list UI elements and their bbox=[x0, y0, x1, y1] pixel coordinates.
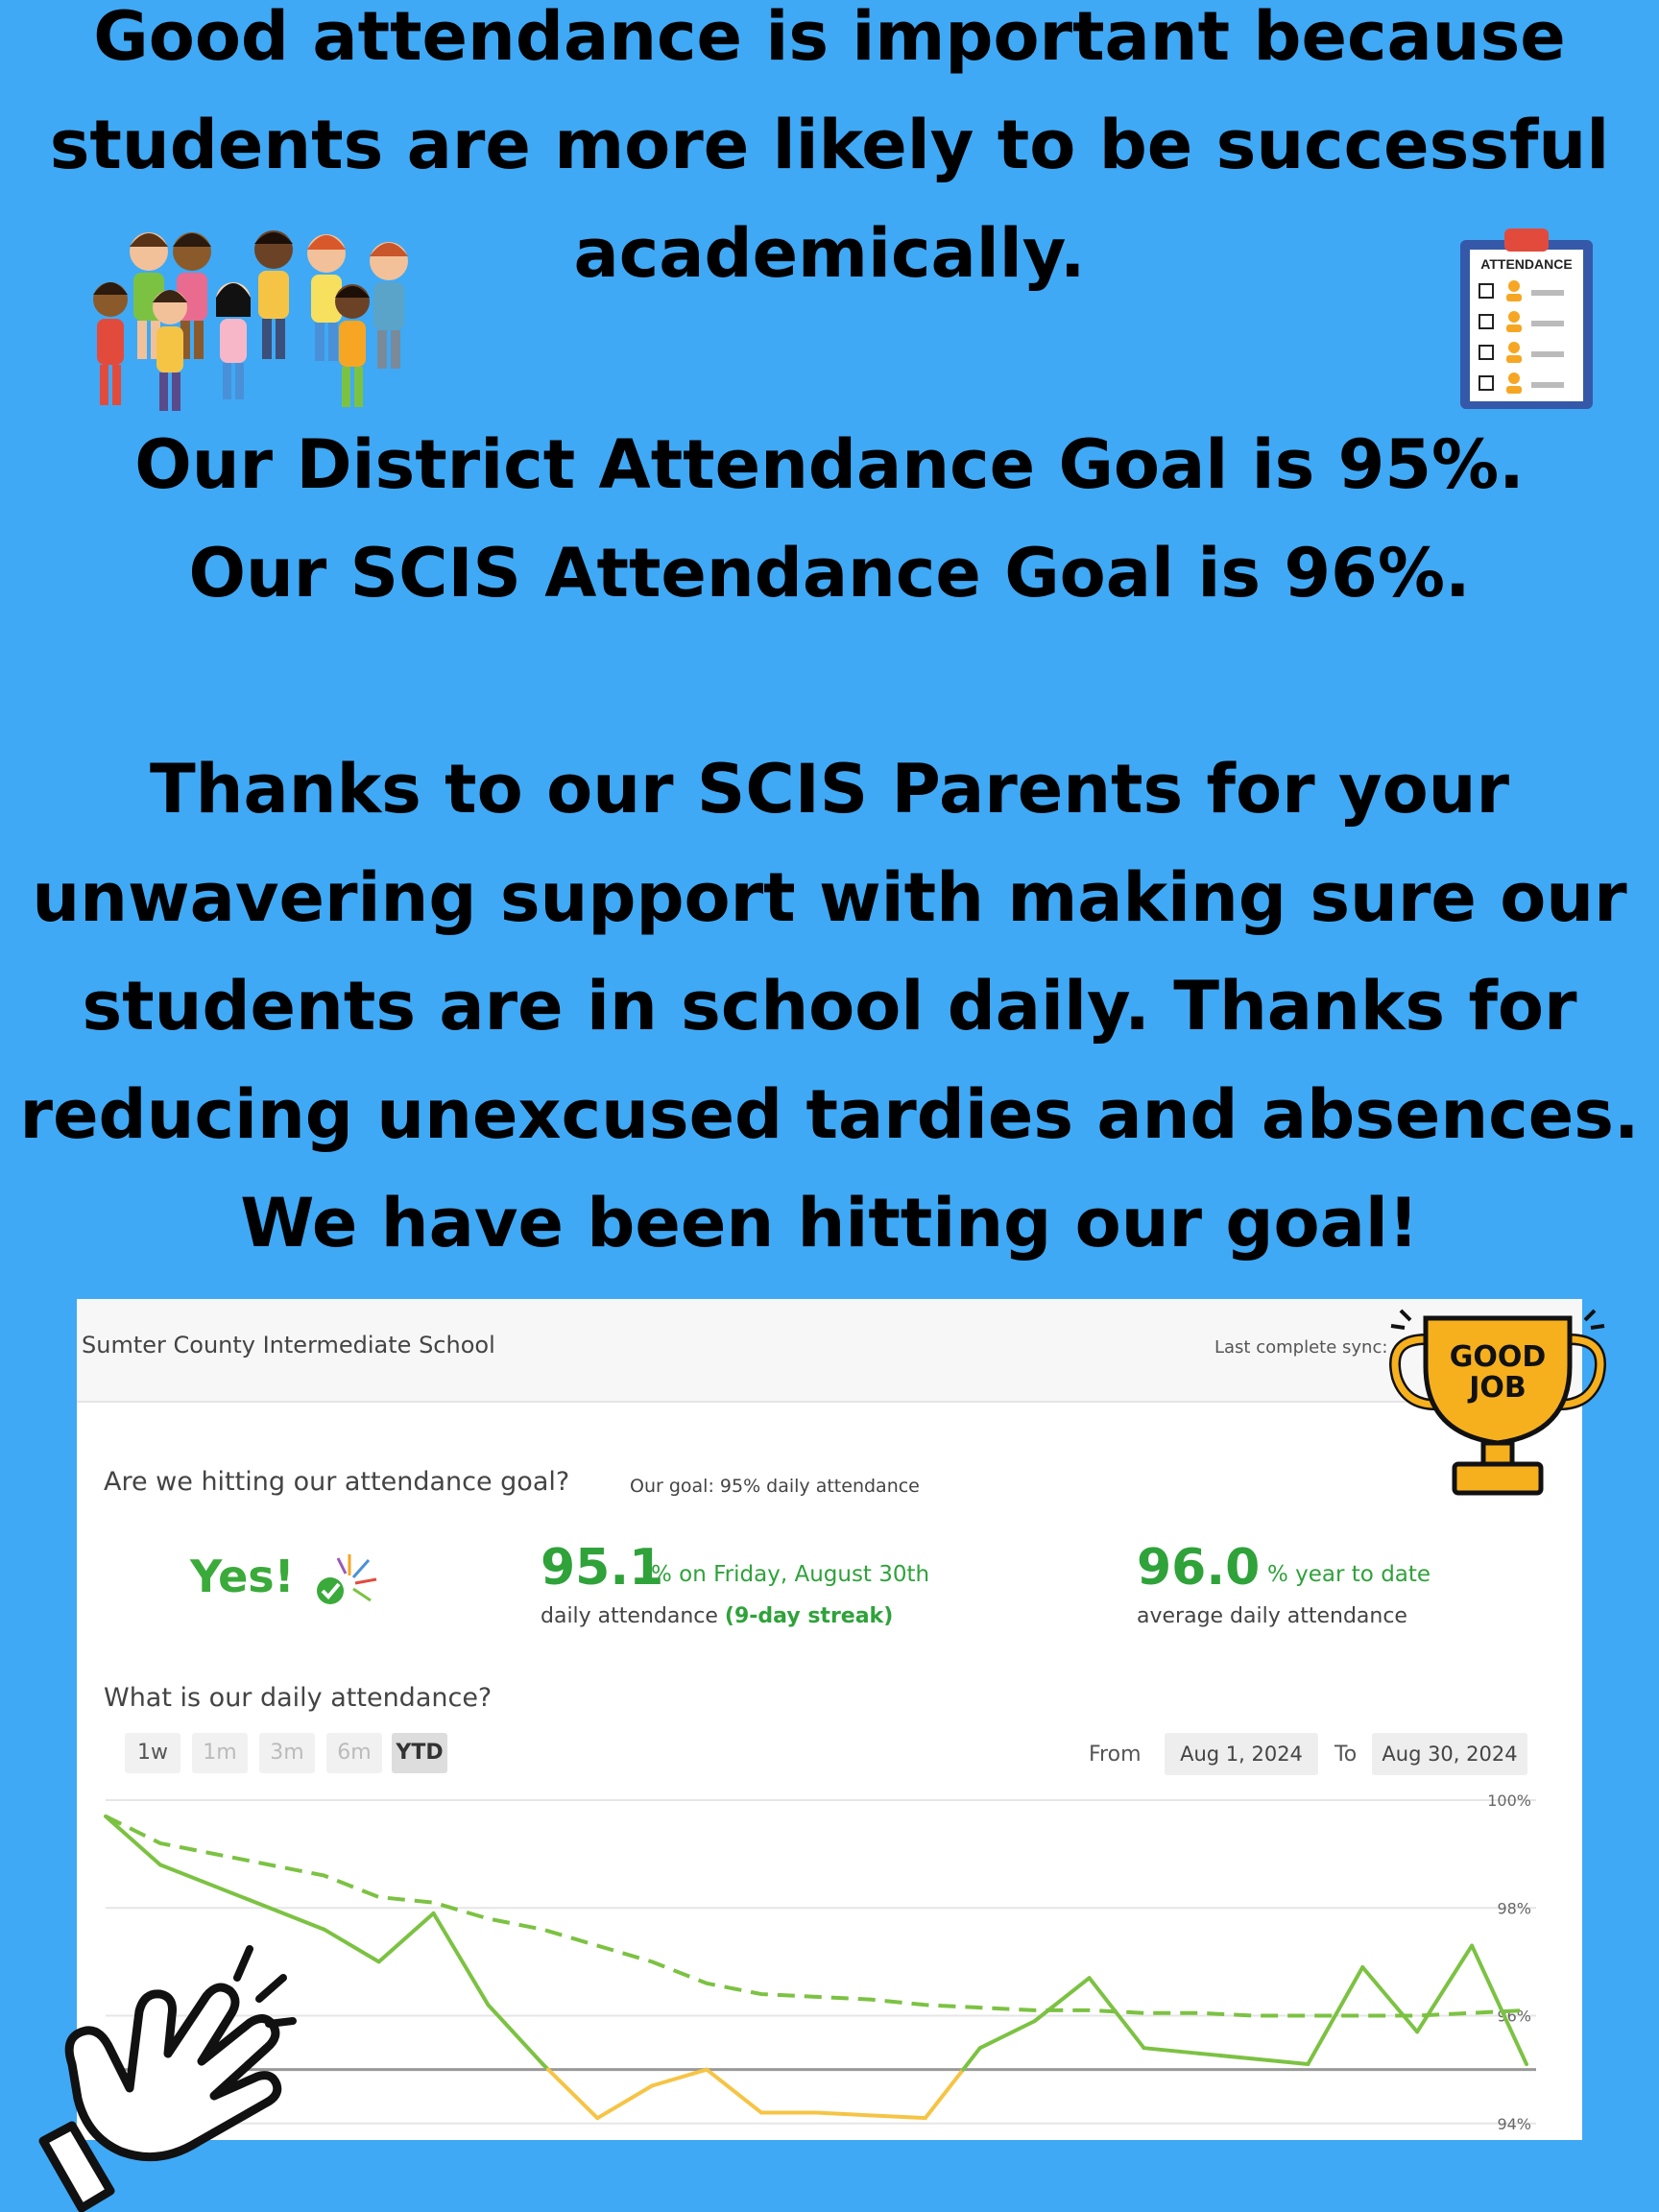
daily-line-segment bbox=[215, 1887, 270, 1908]
student-figure-icon bbox=[254, 230, 293, 359]
daily-attendance-value: 95.1 bbox=[541, 1539, 664, 1597]
daily-line-segment bbox=[1198, 2054, 1253, 2059]
thanks-line: unwavering support with making sure our bbox=[32, 858, 1627, 937]
daily-line-segment bbox=[1253, 2058, 1308, 2064]
daily-line-segment bbox=[1035, 1978, 1090, 2021]
ytd-attendance-label: average daily attendance bbox=[1137, 1604, 1407, 1628]
daily-line-segment bbox=[488, 2005, 542, 2064]
daily-line-segment bbox=[106, 1816, 160, 1865]
student-figure-icon bbox=[93, 282, 128, 405]
to-label: To bbox=[1334, 1743, 1358, 1767]
ytd-average-line bbox=[106, 1816, 1527, 2016]
thanks-line: reducing unexcused tardies and absences. bbox=[19, 1075, 1640, 1154]
y-tick-label: 94% bbox=[1497, 2114, 1531, 2133]
thanks-line: Thanks to our SCIS Parents for your bbox=[149, 750, 1510, 829]
daily-line-segment bbox=[1144, 2048, 1199, 2054]
daily-line-segment bbox=[816, 2113, 871, 2116]
student-figure-icon bbox=[370, 242, 408, 369]
trophy-text-good: GOOD bbox=[1449, 1340, 1547, 1374]
daily-line-segment bbox=[1472, 1946, 1527, 2064]
clipboard-title: ATTENDANCE bbox=[1480, 256, 1573, 272]
streak-badge: (9-day streak) bbox=[724, 1604, 894, 1628]
y-tick-label: 100% bbox=[1487, 1791, 1531, 1810]
school-name: Sumter County Intermediate School bbox=[82, 1332, 495, 1358]
students-group-illustration bbox=[91, 223, 437, 415]
trophy-text-job: JOB bbox=[1469, 1371, 1527, 1405]
daily-line-segment bbox=[270, 1908, 325, 1929]
daily-line-segment bbox=[963, 2048, 980, 2069]
daily-line-segment bbox=[652, 2070, 707, 2086]
daily-line-segment bbox=[1417, 1946, 1472, 2032]
attendance-clipboard-icon bbox=[1455, 223, 1599, 415]
goal-note: Our goal: 95% daily attendance bbox=[630, 1476, 920, 1497]
school-goal-text: Our SCIS Attendance Goal is 96%. bbox=[188, 534, 1471, 613]
to-date-input[interactable]: Aug 30, 2024 bbox=[1372, 1733, 1527, 1775]
check-celebration-icon bbox=[307, 1537, 384, 1614]
thanks-line: students are in school daily. Thanks for bbox=[82, 967, 1577, 1046]
intro-line: students are more likely to be successful bbox=[49, 106, 1610, 184]
intro-line: Good attendance is important because bbox=[93, 0, 1566, 76]
range-1w-button[interactable]: 1w bbox=[125, 1733, 180, 1773]
daily-line-segment bbox=[926, 2070, 963, 2119]
y-tick-label: 98% bbox=[1497, 1899, 1531, 1918]
goals-heading bbox=[0, 411, 1659, 628]
y-tick-label: 96% bbox=[1497, 2007, 1531, 2026]
daily-line-segment bbox=[871, 2115, 926, 2118]
daily-line-segment bbox=[379, 1913, 434, 1962]
daily-line-segment bbox=[707, 2070, 761, 2113]
student-figure-icon bbox=[153, 290, 187, 411]
sync-status: Last complete sync: bbox=[1214, 1337, 1388, 1358]
good-job-trophy-icon bbox=[1387, 1301, 1608, 1503]
intro-line: academically. bbox=[573, 214, 1086, 293]
student-figure-icon bbox=[216, 282, 251, 399]
goal-met-label: Yes! bbox=[190, 1551, 295, 1602]
thanks-paragraph bbox=[0, 735, 1659, 1278]
goal-question: Are we hitting our attendance goal? bbox=[104, 1467, 570, 1497]
ytd-attendance-value: 96.0 bbox=[1137, 1539, 1261, 1597]
daily-line-segment bbox=[597, 2085, 652, 2118]
daily-line-segment bbox=[1362, 1967, 1417, 2032]
daily-line-segment bbox=[160, 1864, 215, 1886]
daily-attendance-caption bbox=[541, 1604, 893, 1628]
from-label: From bbox=[1089, 1743, 1142, 1767]
dashboard-header bbox=[77, 1299, 1582, 1403]
daily-attendance-suffix: % on Friday, August 30th bbox=[651, 1562, 930, 1587]
range-3m-button[interactable]: 3m bbox=[259, 1733, 315, 1773]
range-ytd-button[interactable]: YTD bbox=[392, 1733, 447, 1773]
from-date-input[interactable]: Aug 1, 2024 bbox=[1165, 1733, 1318, 1775]
range-1m-button[interactable]: 1m bbox=[192, 1733, 248, 1773]
range-6m-button[interactable]: 6m bbox=[326, 1733, 382, 1773]
student-figure-icon bbox=[335, 284, 370, 407]
ytd-attendance-suffix: % year to date bbox=[1267, 1562, 1431, 1587]
clapping-hands-icon bbox=[34, 1930, 312, 2212]
daily-line-segment bbox=[325, 1930, 379, 1962]
daily-attendance-question: What is our daily attendance? bbox=[104, 1683, 493, 1713]
thanks-line: We have been hitting our goal! bbox=[240, 1184, 1419, 1262]
district-goal-text: Our District Attendance Goal is 95%. bbox=[134, 425, 1525, 504]
daily-line-segment bbox=[980, 2021, 1035, 2048]
daily-attendance-label: daily attendance bbox=[541, 1604, 718, 1628]
daily-line-segment bbox=[548, 2070, 597, 2119]
daily-line-segment bbox=[434, 1913, 489, 2005]
